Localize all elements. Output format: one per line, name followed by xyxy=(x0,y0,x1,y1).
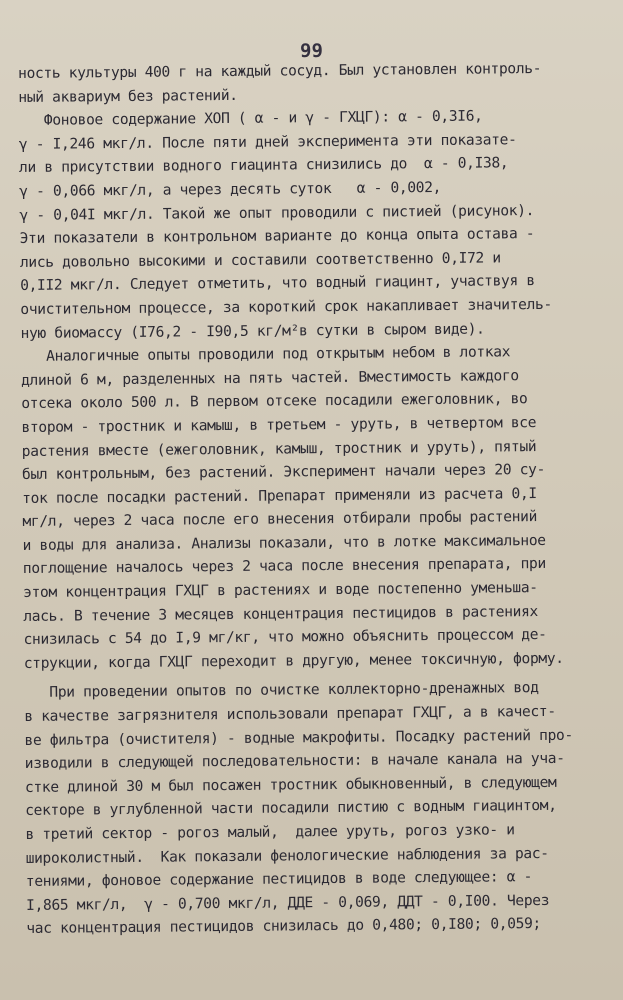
text-line: лись довольно высокими и составили соответственно 0,I72 и xyxy=(19,249,501,271)
text-line: 0,II2 мкг/л. Следует отметить, что водный гиацинт, участвуя в xyxy=(20,272,535,295)
text-line: Эти показатели в контрольном варианте до конца опыта остава - xyxy=(19,225,535,248)
text-line: очистительном процессе, за короткий срок накапливает значитель- xyxy=(20,295,552,318)
text-line: в качестве загрязнителя использовали препарат ГХЦГ, а в качест- xyxy=(24,702,556,726)
text-line: тениями, фоновое содержание пестицидов в воде следующее: α - xyxy=(25,868,533,891)
text-line: γ - I,246 мкг/л. После пяти дней эксперимента эти показате- xyxy=(18,130,517,153)
text-line: струкции, когда ГХЦГ переходит в другую, менее токсичную, форму. xyxy=(23,649,564,672)
text-line: мг/л, через 2 часа после его внесения отбирали пробы растений xyxy=(22,508,538,531)
text-line: и воды для анализа. Анализы показали, что в лотке максимальное xyxy=(22,531,546,554)
text-line: Фоновое содержание ХОП ( α - и γ - ГХЦГ): α - 0,3I6, xyxy=(18,107,483,130)
text-line: широколистный. Как показали фенологические наблюдения за рас- xyxy=(25,844,549,867)
text-line: ность культуры 400 г на каждый сосуд. Был установлен контроль- xyxy=(18,59,542,82)
text-line: этом концентрация ГХЦГ в растениях и воде постепенно уменьша- xyxy=(23,579,538,602)
text-line: поглощение началось через 2 часа после внесения препарата, при xyxy=(22,555,546,578)
text-line: ную биомассу (I76,2 - I90,5 кг/м²в сутки в сыром виде). xyxy=(20,320,485,342)
text-line: γ - 0,066 мкг/л, а через десять суток α - 0,002, xyxy=(19,178,442,200)
text-line: час концентрация пестицидов снизилась до 0,480; 0,I80; 0,059; xyxy=(26,915,541,938)
text-line: отсека около 500 л. В первом отсеке посадили ежеголовник, во xyxy=(21,390,528,413)
text-line: ный аквариум без растений. xyxy=(18,86,238,106)
text-line: секторе в углубленной части посадили пистию с водным гиацинтом, xyxy=(25,797,557,820)
text-line: I,865 мкг/л, γ - 0,700 мкг/л, ДДЕ - 0,069, ДДТ - 0,I00. Через xyxy=(26,891,550,914)
body-text xyxy=(18,56,618,941)
text-line: ве фильтра (очистителя) - водные макрофиты. Посадку растений про- xyxy=(24,726,573,749)
text-line: лась. В течение 3 месяцев концентрация пестицидов в растениях xyxy=(23,602,538,625)
text-line: ток после посадки растений. Препарат применяли из расчета 0,I xyxy=(22,484,537,507)
text-line: При проведении опытов по очистке коллекторно-дренажных вод xyxy=(23,679,539,702)
text-line: был контрольным, без растений. Эксперимент начали через 20 су- xyxy=(21,461,546,484)
text-line: втором - тростник и камыш, в третьем - уруть, в четвертом все xyxy=(21,413,537,436)
text-line: стке длиной 30 м был посажен тростник обыкновенный, в следующем xyxy=(24,773,557,796)
text-line: Аналогичные опыты проводили под открытым небом в лотках xyxy=(20,343,511,366)
text-line: в третий сектор - рогоз малый, далее уруть, рогоз узко- и xyxy=(25,821,515,843)
text-line: растения вместе (ежеголовник, камыш, тростник и уруть), пятый xyxy=(21,437,537,460)
text-line: γ - 0,04I мкг/л. Такой же опыт проводили с пистией (рисунок). xyxy=(19,201,535,224)
page-number: 99 xyxy=(300,40,323,62)
text-line: ли в присутствии водного гиацинта снизились до α - 0,I38, xyxy=(18,154,509,177)
text-line: длиной 6 м, разделенных на пять частей. Вместимость каждого xyxy=(20,366,519,389)
text-line: изводили в следующей последовательности: в начале канала на уча- xyxy=(24,750,565,773)
text-line: снизилась с 54 до I,9 мг/кг, что можно объяснить процессом де- xyxy=(23,626,547,649)
